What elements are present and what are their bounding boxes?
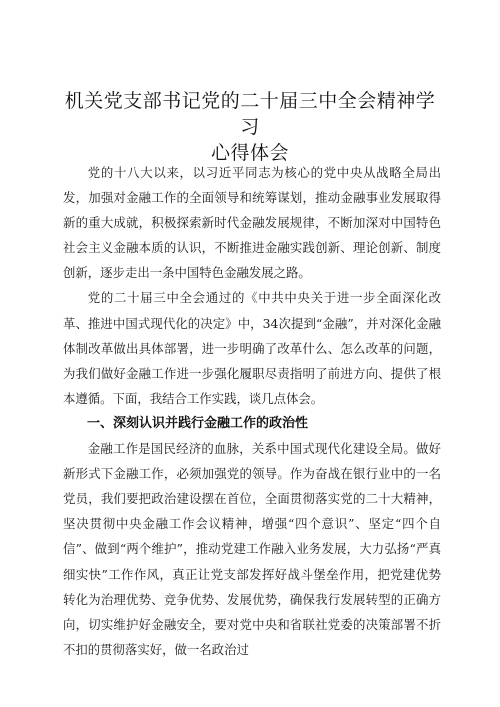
title-line-2: 心得体会 — [210, 142, 289, 164]
document-title — [60, 88, 440, 166]
title-line-1: 机关党支部书记党的二十届三中全会精神学习 — [64, 90, 436, 138]
section-heading-1: 一、深刻认识并践行金融工作的政治性 — [87, 415, 309, 431]
paragraph-plenum: 党的二十届三中全会通过的《中共中央关于进一步全面深化改革、推进中国式现代化的决定》中，34次提到“金融”，并对深化金融体制改革做出具体部署，进一步明确了改革什么、怎么改革的问题，为我们做好金融工作进一步强化履职尽责指明了前进方向、提供了根本遵循。下面，我结合工作实践，谈几点体会。 — [63, 290, 441, 406]
document-body — [63, 160, 441, 662]
paragraph-section-1: 金融工作是国民经济的血脉，关系中国式现代化建设全局。做好新形式下金融工作，必须加强党的领导。作为奋战在银行业中的一名党员，我们要把政治建设摆在首位，全面贯彻落实党的二十大精神，坚决贯彻中央金融工作会议精神，增强“四个意识”、坚定“四个自信”、做到“两个维护”，推动党建工作融入业务发展，大力弘扬“严真细实快”工作作风，真正让党支部发挥好战斗堡垒作用，把党建优势转化为治理优势、竞争优势、发展优势，确保我行发展转型的正确方向，切实维护好金融安全，要对党中央和省联社党委的决策部署不折不扣的贯彻落实好，做一名政治过 — [63, 441, 441, 657]
paragraph-intro: 党的十八大以来，以习近平同志为核心的党中央从战略全局出发，加强对金融工作的全面领导和统筹谋划，推动金融事业发展取得新的重大成就，积极探索新时代金融发展规律，不断加深对中国特色社会主义金融本质的认识，不断推进金融实践创新、理论创新、制度创新，逐步走出一条中国特色金融发展之路。 — [63, 165, 441, 281]
